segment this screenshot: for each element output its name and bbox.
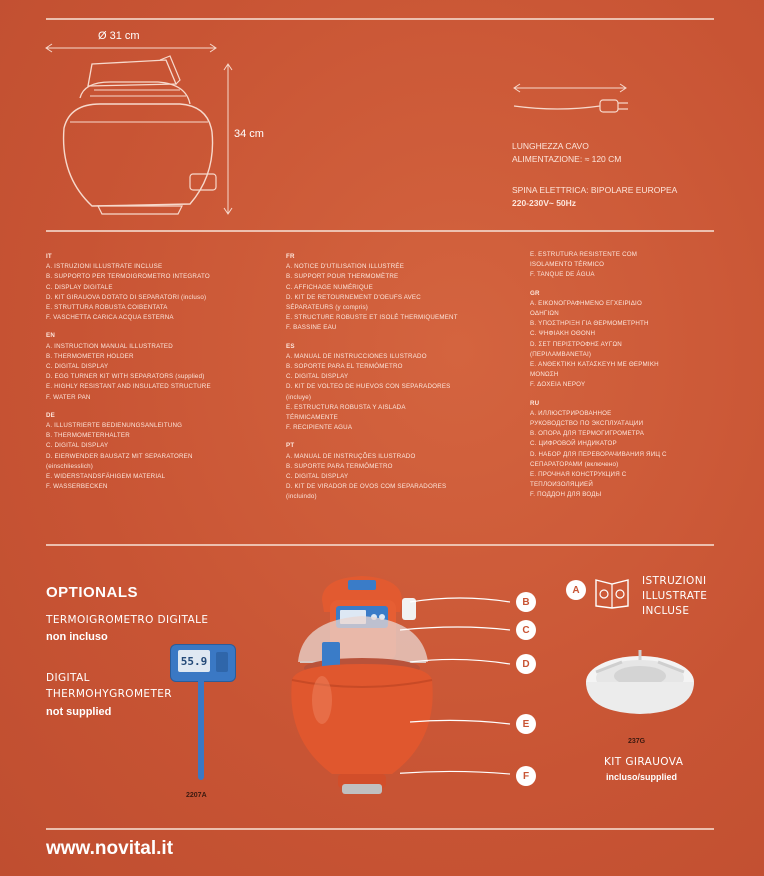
legend-item: C. AFFICHAGE NUMÉRIQUE: [286, 283, 373, 291]
legend-item: ISOLAMENTO TÉRMICO: [530, 261, 605, 269]
language-heading: IT: [46, 253, 52, 260]
legend-item: F. WATER PAN: [46, 393, 91, 401]
legend-item: D. KIT DE RETOURNEMENT D'OEUFS AVEC: [286, 293, 421, 301]
legend-item: B. ОПОРА ДЛЯ ТЕРМОГИГРОМЕТРА: [530, 430, 645, 438]
cable-length-text: [512, 140, 621, 166]
legend-item: F. WASSERBECKEN: [46, 483, 108, 491]
legend-item: A. ΕΙΚΟΝΟΓΡΑΦΗΜΕΝΟ ΕΓΧΕΙΡΙΔΙΟ: [530, 299, 642, 307]
plug-line-1: SPINA ELETTRICA: BIPOLARE EUROPEA: [512, 185, 678, 195]
legend-item: (einschliesslich): [46, 462, 94, 470]
instructions-note: [642, 574, 707, 619]
thermohygrometer-name-it: TERMOIGROMETRO DIGITALE: [46, 614, 209, 626]
language-heading: DE: [46, 411, 55, 419]
legend-item: E. STRUCTURE ROBUSTE ET ISOLÉ THERMIQUEMENT: [286, 314, 458, 322]
callout-lines: [400, 590, 520, 780]
callout-f: F: [516, 766, 536, 786]
legend-item: E. WIDERSTANDSFÄHIGEM MATERIAL: [46, 473, 166, 481]
instructions-note-line-2: ILLUSTRATE: [642, 590, 708, 602]
legend-item: A. ISTRUZIONI ILLUSTRATE INCLUSE: [46, 263, 163, 271]
thermohygrometer-name-en-1: DIGITAL: [46, 672, 90, 684]
legend-item: B. SUPPORTO PER TERMOIGROMETRO INTEGRATO: [46, 273, 210, 281]
legend-item: D. KIT GIRAUOVA DOTATO DI SEPARATORI (incluso): [46, 293, 207, 301]
legend-item: F. BASSINE EAU: [286, 324, 337, 332]
legend-item: C. DIGITAL DISPLAY: [286, 373, 349, 381]
callout-c: C: [516, 620, 536, 640]
optionals-title: OPTIONALS: [46, 584, 139, 601]
legend-item: C. ΨΗΦΙΑΚΗ ΟΘΟΝΗ: [530, 330, 596, 338]
legend-item: ΟΔΗΓΙΩΝ: [530, 310, 559, 318]
egg-turner-kit-image: [582, 642, 698, 732]
legend-item: D. EIERWENDER BAUSATZ MIT SEPARATOREN: [46, 452, 193, 460]
legend-item: E. ПРОЧНАЯ КОНСТРУКЦИЯ С: [530, 471, 627, 479]
callout-e: E: [516, 714, 536, 734]
legend-item: D. ΣΕΤ ΠΕΡΙΣΤΡΟΦΗΣ ΑΥΓΩΝ: [530, 340, 622, 348]
language-heading: GR: [530, 289, 540, 297]
thermohygrometer-device: [170, 644, 236, 782]
height-label: 34 cm: [234, 128, 264, 140]
legend-item: B. SUPORTE PARA TERMÔMETRO: [286, 462, 393, 470]
plug-line-2: 220-230V~ 50Hz: [512, 198, 577, 208]
turner-kit-status: incluso/supplied: [606, 772, 678, 782]
legend-item: A. MANUAL DE INSTRUCCIONES ILUSTRADO: [286, 352, 427, 360]
middle-divider-2: [46, 544, 714, 546]
legend-item: B. ΥΠΟΣΤΗΡΙΞΗ ΓΙΑ ΘΕΡΜΟΜΕΤΡΗΤΗ: [530, 320, 649, 328]
legend-column-3: [530, 250, 720, 501]
spacer: [286, 334, 514, 340]
spacer: [530, 281, 720, 287]
legend-item: D. НАБОР ДЛЯ ПЕРЕВОРАЧИВАНИЯ ЯИЦ С: [530, 450, 667, 458]
callout-b: B: [516, 592, 536, 612]
top-divider: [46, 18, 714, 20]
language-heading: PT: [286, 442, 295, 450]
bottom-divider: [46, 828, 714, 830]
legend-item: E. STRUTTURA ROBUSTA COIBENTATA: [46, 304, 168, 312]
thermohygrometer-status-en: not supplied: [46, 706, 112, 718]
legend-item: TÉRMICAMENTE: [286, 414, 338, 422]
legend-item: A. ИЛЛЮСТРИРОВАННОЕ: [530, 409, 612, 417]
legend-item: D. KIT DE VIRADOR DE OVOS COM SEPARADORES: [286, 483, 447, 491]
legend-item: E. ESTRUCTURA ROBUSTA Y AISLADA: [286, 403, 406, 411]
legend-item: B. SOPORTE PARA EL TERMÓMETRO: [286, 363, 403, 371]
language-heading: FR: [286, 253, 295, 260]
legend-item: ΜΟΝΩΣΗ: [530, 371, 559, 379]
plug-text: [512, 184, 677, 210]
middle-divider-1: [46, 230, 714, 232]
cable-line-1: LUNGHEZZA CAVO: [512, 141, 589, 151]
legend-item: C. DIGITAL DISPLAY: [46, 442, 109, 450]
legend-column-2: [286, 250, 514, 503]
turner-kit-name: KIT GIRAUOVA: [604, 756, 684, 768]
legend-item: РУКОВОДСТВО ПО ЭКСПЛУАТАЦИИ: [530, 420, 644, 428]
instruction-manual-icon: [592, 574, 632, 610]
language-heading: ES: [286, 342, 295, 350]
device-reading: 55.9: [180, 654, 208, 668]
power-cable-drawing: [508, 80, 648, 120]
legend-item: E. HIGHLY RESISTANT AND INSULATED STRUCTURE: [46, 383, 211, 391]
legend-item: A. INSTRUCTION MANUAL ILLUSTRATED: [46, 342, 173, 350]
legend-item: D. EGG TURNER KIT WITH SEPARATORS (supplied): [46, 373, 205, 381]
legend-item: E. ΑΝΘΕΚΤΙΚΗ ΚΑΤΑΣΚΕΥΗ ΜΕ ΘΕΡΜΙΚΗ: [530, 361, 659, 369]
spacer: [530, 391, 720, 397]
callout-a: A: [566, 580, 586, 600]
device-probe: [198, 680, 204, 780]
legend-item: ТЕПЛОИЗОЛЯЦИЕЙ: [530, 481, 594, 489]
legend-item: C. ЦИФРОВОЙ ИНДИКАТОР: [530, 440, 617, 448]
legend-item: C. DIGITAL DISPLAY: [46, 363, 109, 371]
legend-item: E. ESTRUTURA RESISTENTE COM: [530, 251, 638, 258]
legend-item: B. THERMOMETERHALTER: [46, 432, 130, 440]
instructions-note-line-3: INCLUSE: [642, 605, 690, 617]
legend-item: F. RECIPIENTE AGUA: [286, 424, 353, 432]
legend-item: (ΠΕΡΙΛΑΜΒΑΝΕΤΑΙ): [530, 350, 592, 358]
website-link[interactable]: www.novital.it: [46, 838, 174, 859]
language-heading: RU: [530, 399, 540, 407]
callout-d: D: [516, 654, 536, 674]
legend-item: F. ΔΟΧΕΙΑ ΝΕΡΟΥ: [530, 381, 586, 389]
thermohygrometer-name-en-2: THERMOHYGROMETER: [46, 688, 173, 700]
legend-item: C. DIGITAL DISPLAY: [286, 473, 349, 481]
legend-column-1: [46, 250, 270, 492]
legend-item: F. ПОДДОН ДЛЯ ВОДЫ: [530, 491, 602, 499]
spacer: [286, 433, 514, 439]
turner-kit-code: 237G: [628, 738, 646, 745]
thermohygrometer-status-it: non incluso: [46, 631, 108, 643]
instructions-note-line-1: ISTRUZIONI: [642, 575, 707, 587]
legend-item: A. NOTICE D'UTILISATION ILLUSTRÉE: [286, 263, 405, 271]
legend-item: F. VASCHETTA CARICA ACQUA ESTERNA: [46, 314, 174, 322]
legend-item: F. TANQUE DE ÁGUA: [530, 271, 595, 279]
spacer: [46, 403, 270, 409]
legend-item: (incluindo): [286, 493, 317, 501]
diameter-label: Ø 31 cm: [98, 30, 140, 42]
cable-line-2: ALIMENTAZIONE: ≈ 120 CM: [512, 154, 622, 164]
device-screen: [178, 650, 210, 672]
legend-item: B. SUPPORT POUR THERMOMÈTRE: [286, 273, 399, 281]
legend-item: A. ILLUSTRIERTE BEDIENUNGSANLEITUNG: [46, 422, 183, 430]
language-heading: EN: [46, 332, 55, 340]
thermohygrometer-code: 2207A: [186, 792, 207, 799]
legend-item: A. MANUAL DE INSTRUÇÕES ILUSTRADO: [286, 452, 416, 460]
legend-item: SÉPARATEURS (y compris): [286, 304, 369, 312]
legend-item: (incluye): [286, 393, 312, 401]
legend-item: D. KIT DE VOLTEO DE HUEVOS CON SEPARADORES: [286, 383, 451, 391]
spacer: [46, 323, 270, 329]
legend-item: C. DISPLAY DIGITALE: [46, 283, 113, 291]
legend-item: СЕПАРАТОРАМИ (включено): [530, 460, 619, 468]
legend-item: B. THERMOMETER HOLDER: [46, 352, 134, 360]
incubator-outline-drawing: [40, 24, 240, 224]
